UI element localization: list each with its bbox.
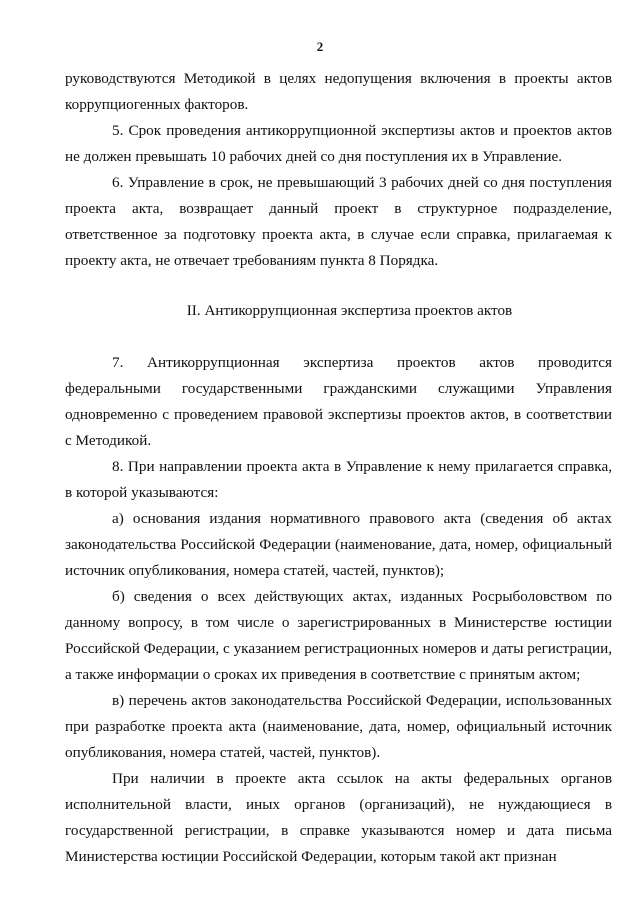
page-number: 2 [316, 39, 324, 54]
document-body [65, 66, 612, 870]
section-heading: II. Антикоррупционная экспертиза проектов актов [186, 302, 513, 319]
paragraph-item-8: 8. При направлении проекта акта в Управление к нему прилагается справка, в которой указываются: [65, 458, 612, 501]
paragraph-item-6: 6. Управление в срок, не превышающий 3 рабочих дней со дня поступления проекта акта, возвращает данный проект в структурное подразделение, ответственное за подготовку проекта акта, в случае если справка, прилагаемая к проекту акта, не отвечает требованиям пункта 8 Порядка. [65, 174, 612, 269]
paragraph-continuation: руководствуются Методикой в целях недопущения включения в проекты актов коррупциогенных факторов. [65, 70, 612, 113]
paragraph-subitem-b: б) сведения о всех действующих актах, изданных Росрыболовством по данному вопросу, в том числе о зарегистрированных в Министерстве юстиции Российской Федерации, с указанием регистрационных номеров и даты регистрации, а также информации о сроках их приведения в соответствие с принятым актом; [65, 588, 612, 683]
paragraph-item-7: 7. Антикоррупционная экспертиза проектов актов проводится федеральными государственными гражданскими служащими Управления одновременно с проведением правовой экспертизы проектов актов, в соответствии с Методикой. [65, 354, 612, 449]
paragraph-subitem-v: в) перечень актов законодательства Российской Федерации, использованных при разработке проекта акта (наименование, дата, номер, официальный источник опубликования, номера статей, частей, пунктов). [65, 692, 612, 761]
paragraph-references-note: При наличии в проекте акта ссылок на акты федеральных органов исполнительной власти, иных органов (организаций), не нуждающиеся в государственной регистрации, в справке указываются номер и дата письма Министерства юстиции Российской Федерации, которым такой акт признан [65, 770, 612, 865]
paragraph-item-5: 5. Срок проведения антикоррупционной экспертизы актов и проектов актов не должен превышать 10 рабочих дней со дня поступления их в Управление. [65, 122, 612, 165]
paragraph-subitem-a: а) основания издания нормативного правового акта (сведения об актах законодательства Российской Федерации (наименование, дата, номер, официальный источник опубликования, номера статей, частей, пунктов); [65, 510, 612, 579]
